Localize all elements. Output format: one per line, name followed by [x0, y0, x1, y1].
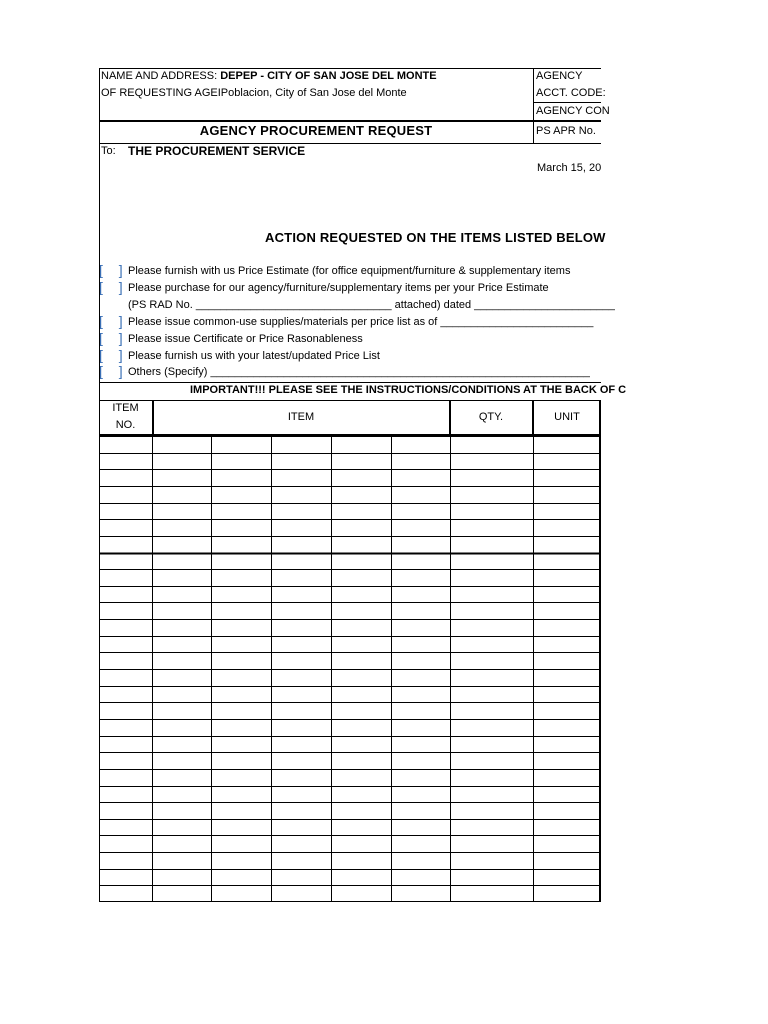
agency-label: AGENCY [536, 70, 583, 82]
checkbox-certificate[interactable]: [ ] [99, 330, 129, 346]
action-ps-rad: (PS RAD No. ________________________________ attached) dated _______________________ [128, 299, 615, 311]
name-address-label: NAME AND ADDRESS: [101, 70, 221, 82]
col-item: ITEM [287, 411, 315, 423]
checkbox-price-list[interactable]: [ ] [99, 347, 129, 363]
ps-apr-label: PS APR No. [536, 125, 596, 137]
col-unit: UNIT [554, 411, 580, 423]
agency-name: DEPEP - CITY OF SAN JOSE DEL MONTE [220, 70, 437, 82]
col-item-no-line2: NO. [115, 419, 136, 431]
checkbox-purchase[interactable]: [ ] [99, 279, 129, 295]
requesting-agency-label: OF REQUESTING AGEI [101, 87, 221, 99]
action-price-estimate: Please furnish with us Price Estimate (for office equipment/furniture & supplementary items [128, 265, 571, 277]
action-others: Others (Specify) ______________________________________________________________ [128, 366, 590, 378]
requesting-agency-line [101, 87, 407, 99]
action-heading: ACTION REQUESTED ON THE ITEMS LISTED BELOW [265, 230, 606, 245]
form-title: AGENCY PROCUREMENT REQUEST [199, 123, 433, 138]
to-label: To: [101, 145, 116, 157]
name-address-line [101, 70, 437, 82]
col-qty: QTY. [478, 411, 504, 423]
checkbox-common-use[interactable]: [ ] [99, 313, 129, 329]
checkbox-price-estimate[interactable]: [ ] [99, 262, 129, 278]
agency-con-label: AGENCY CON [536, 105, 610, 117]
important-notice: IMPORTANT!!! PLEASE SEE THE INSTRUCTIONS/CONDITIONS AT THE BACK OF C [190, 384, 627, 396]
action-purchase: Please purchase for our agency/furniture/supplementary items per your Price Estimate [128, 282, 549, 294]
agency-address: Poblacion, City of San Jose del Monte [220, 87, 407, 99]
to-recipient: THE PROCUREMENT SERVICE [128, 144, 306, 158]
header-rule-right [533, 102, 601, 103]
table-grid [99, 436, 601, 902]
action-common-use: Please issue common-use supplies/materials per price list as of _________________________ [128, 316, 594, 328]
checkbox-others[interactable]: [ ] [99, 363, 129, 379]
request-date: March 15, 20 [537, 162, 602, 174]
acct-code-label: ACCT. CODE: [536, 87, 606, 99]
col-item-no-line1: ITEM [112, 402, 139, 414]
header-divider [533, 68, 534, 144]
action-certificate: Please issue Certificate or Price Rasonableness [128, 333, 363, 345]
important-rule-top [99, 382, 601, 383]
header-rule-title [99, 120, 601, 122]
action-price-list: Please furnish us with your latest/updated Price List [128, 350, 380, 362]
